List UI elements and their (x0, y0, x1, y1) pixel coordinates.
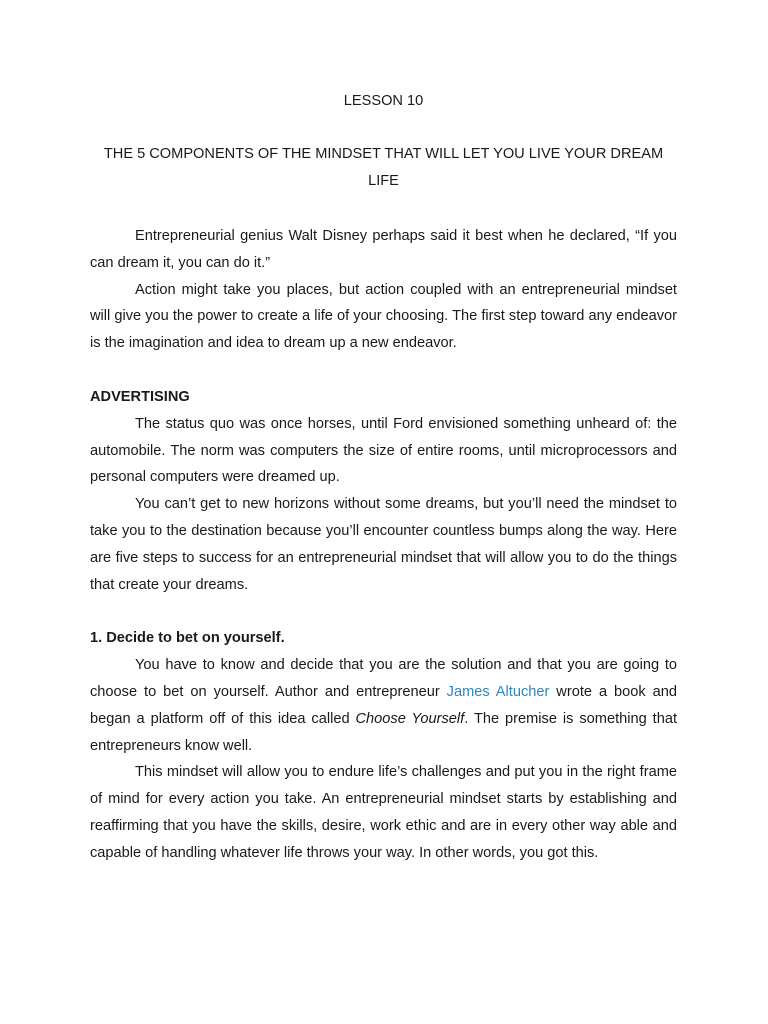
lesson-title: THE 5 COMPONENTS OF THE MINDSET THAT WILL LET YOU LIVE YOUR DREAM LIFE (103, 146, 664, 189)
choose-yourself-title: Choose Yourself (355, 710, 465, 727)
section-1-paragraph-2: This mindset will allow you to endure life’s challenges and put you in the right frame of mind for every action you take. An entrepreneurial mindset starts by establishing and reaffirming that you have the skills, desire, work ethic and are in every other way able and capable of handling whatever life throws your way. In other words, you got this. (90, 764, 677, 861)
section-1-text-middle: wrote a book and began a platform off of this idea called (90, 683, 677, 727)
advertising-paragraph-2: You can’t get to new horizons without some dreams, but you’ll need the mindset to take you to the destination because you’ll encounter countless bumps along the way. Here are five steps to success for an entrepreneurial mindset that will allow you to do the things that create your dreams. (90, 496, 677, 593)
advertising-heading: ADVERTISING (90, 388, 190, 405)
lesson-number: LESSON 10 (343, 93, 424, 109)
james-altucher-link[interactable]: James Altucher (446, 683, 550, 700)
section-1-heading: 1. Decide to bet on yourself. (90, 630, 285, 647)
section-1-paragraph-1 (90, 652, 677, 759)
section-1-text-after: . The premise is something that entrepreneurs know well. (90, 710, 677, 754)
section-1-text-before-link: You have to know and decide that you are the solution and that you are going to choose to bet on yourself. Author and entrepreneur (90, 657, 677, 700)
document-page (90, 88, 677, 867)
advertising-paragraph-1: The status quo was once horses, until Ford envisioned something unheard of: the automobile. The norm was computers the size of entire rooms, until microprocessors and personal computers were dreamed up. (90, 415, 677, 486)
intro-paragraph-2: Action might take you places, but action coupled with an entrepreneurial mindset will give you the power to create a life of your choosing. The first step toward any endeavor is the imagination and idea to dream up a new endeavor. (90, 281, 677, 352)
intro-paragraph-1: Entrepreneurial genius Walt Disney perhaps said it best when he declared, “If you can dream it, you can do it.” (90, 228, 677, 271)
